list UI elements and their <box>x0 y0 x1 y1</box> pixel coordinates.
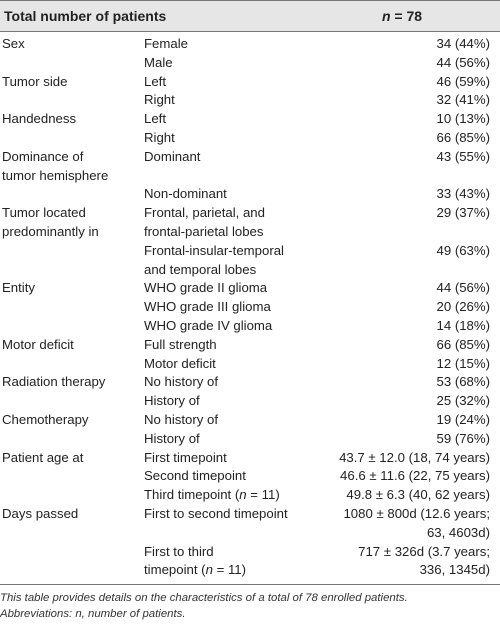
cell-line: No history of <box>144 374 219 390</box>
cell-line: Motor deficit <box>2 336 74 352</box>
row-category <box>0 54 144 73</box>
cell-line: 49 (63%) <box>436 242 490 258</box>
row-category <box>0 392 144 411</box>
table-row <box>0 373 500 392</box>
row-category <box>0 148 144 186</box>
cell-line: Frontal-insular-temporal <box>144 242 284 258</box>
cell-line: Entity <box>2 280 35 296</box>
cell-line: 32 (41%) <box>436 92 490 108</box>
table-header <box>0 0 500 32</box>
cell-line <box>2 467 144 486</box>
row-value <box>318 73 500 92</box>
table-footnote <box>0 585 500 622</box>
row-value <box>318 35 500 54</box>
row-subcategory <box>144 449 318 468</box>
row-subcategory <box>144 110 318 129</box>
cell-line <box>2 543 144 562</box>
cell-line <box>2 129 144 148</box>
cell-line: 46.6 ± 11.6 (22, 75 years) <box>340 468 490 484</box>
row-value <box>318 430 500 449</box>
cell-line: Left <box>144 73 166 89</box>
cell-line: 49.8 ± 6.3 (40, 62 years) <box>346 487 490 503</box>
row-subcategory <box>144 336 318 355</box>
row-value <box>318 129 500 148</box>
table-row <box>0 54 500 73</box>
row-value <box>318 373 500 392</box>
table-row <box>0 129 500 148</box>
row-subcategory <box>144 54 318 73</box>
row-category <box>0 185 144 204</box>
header-label: Total number of patients <box>4 8 167 24</box>
table-row <box>0 430 500 449</box>
cell-line: and temporal lobes <box>144 261 257 277</box>
cell-line: 10 (13%) <box>436 111 490 127</box>
row-value <box>318 185 500 204</box>
row-value <box>318 467 500 486</box>
table-row <box>0 336 500 355</box>
cell-line: History of <box>144 430 200 446</box>
cell-line: WHO grade IV glioma <box>144 317 273 333</box>
row-value <box>318 336 500 355</box>
cell-line <box>2 430 144 449</box>
row-category <box>0 467 144 486</box>
cell-line: Dominant <box>144 148 201 164</box>
cell-line <box>2 54 144 73</box>
table-row <box>0 91 500 110</box>
table-row <box>0 242 500 280</box>
cell-line <box>2 242 144 261</box>
row-category <box>0 373 144 392</box>
row-subcategory <box>144 392 318 411</box>
table-body <box>0 32 500 580</box>
cell-line: Tumor side <box>2 73 68 89</box>
cell-line: Male <box>144 54 173 70</box>
row-value <box>318 298 500 317</box>
row-category <box>0 505 144 543</box>
row-value <box>318 204 500 242</box>
cell-line: No history of <box>144 411 219 427</box>
table-row <box>0 355 500 374</box>
row-category <box>0 355 144 374</box>
row-value <box>318 54 500 73</box>
cell-line: 43 (55%) <box>436 148 490 164</box>
row-value <box>318 91 500 110</box>
row-subcategory <box>144 35 318 54</box>
row-category <box>0 110 144 129</box>
cell-line: 1080 ± 800d (12.6 years; <box>343 505 490 521</box>
cell-line: 44 (56%) <box>436 280 490 296</box>
cell-line: 336, 1345d) <box>419 562 490 578</box>
row-category <box>0 430 144 449</box>
table-row <box>0 298 500 317</box>
cell-line: First to second timepoint <box>144 505 288 521</box>
cell-line: Sex <box>2 36 25 51</box>
table-row <box>0 467 500 486</box>
row-subcategory <box>144 129 318 148</box>
row-category <box>0 91 144 110</box>
cell-line: Third timepoint (n = 11) <box>144 487 280 503</box>
cell-line <box>2 185 144 204</box>
cell-line: 43.7 ± 12.0 (18, 74 years) <box>339 449 490 465</box>
row-value <box>318 505 500 543</box>
row-value <box>318 317 500 336</box>
cell-line: 66 (85%) <box>436 129 490 145</box>
row-category <box>0 449 144 468</box>
cell-line <box>2 317 144 336</box>
row-category <box>0 411 144 430</box>
cell-line: 25 (32%) <box>436 393 490 409</box>
row-value <box>318 355 500 374</box>
row-subcategory <box>144 543 318 581</box>
cell-line: 14 (18%) <box>436 317 490 333</box>
row-subcategory <box>144 148 318 186</box>
cell-line: Dominance of <box>2 148 84 164</box>
table-row <box>0 279 500 298</box>
row-subcategory <box>144 411 318 430</box>
table-row <box>0 110 500 129</box>
table-row <box>0 543 500 581</box>
cell-line: Left <box>144 111 166 127</box>
cell-line: 44 (56%) <box>436 54 490 70</box>
table-row <box>0 411 500 430</box>
row-category <box>0 336 144 355</box>
row-subcategory <box>144 355 318 374</box>
cell-line: Chemotherapy <box>2 411 89 427</box>
cell-line: WHO grade III glioma <box>144 299 271 315</box>
cell-line: Handedness <box>2 111 77 127</box>
row-subcategory <box>144 73 318 92</box>
row-subcategory <box>144 430 318 449</box>
row-subcategory <box>144 505 318 543</box>
row-value <box>318 411 500 430</box>
cell-line: 33 (43%) <box>436 186 490 202</box>
cell-line: Right <box>144 92 175 108</box>
row-subcategory <box>144 185 318 204</box>
cell-line: frontal-parietal lobes <box>144 223 264 239</box>
row-subcategory <box>144 317 318 336</box>
row-category <box>0 73 144 92</box>
table-row <box>0 35 500 54</box>
cell-line <box>2 91 144 110</box>
cell-line <box>2 298 144 317</box>
row-category <box>0 35 144 54</box>
row-category <box>0 129 144 148</box>
cell-line <box>2 486 144 505</box>
cell-line: 717 ± 326d (3.7 years; <box>358 543 490 559</box>
cell-line: 63, 4603d) <box>426 524 490 540</box>
row-category <box>0 317 144 336</box>
row-value <box>318 148 500 186</box>
cell-line: Frontal, parietal, and <box>144 205 265 221</box>
header-count: n = 78 <box>381 8 423 24</box>
row-subcategory <box>144 486 318 505</box>
table-row <box>0 204 500 242</box>
cell-line: 46 (59%) <box>436 73 490 89</box>
cell-line: History of <box>144 393 200 409</box>
row-value <box>318 543 500 581</box>
row-value <box>318 392 500 411</box>
cell-line: Radiation therapy <box>2 374 106 390</box>
row-subcategory <box>144 467 318 486</box>
cell-line: predominantly in <box>2 223 99 239</box>
cell-line: Tumor located <box>2 205 86 221</box>
row-value <box>318 242 500 280</box>
row-subcategory <box>144 279 318 298</box>
row-value <box>318 279 500 298</box>
cell-line: Female <box>144 36 188 51</box>
cell-line: First timepoint <box>144 449 227 465</box>
table-row <box>0 148 500 186</box>
cell-line: Right <box>144 129 175 145</box>
cell-line: Patient age at <box>2 449 84 465</box>
cell-line: Days passed <box>2 505 79 521</box>
row-subcategory <box>144 373 318 392</box>
cell-line: WHO grade II glioma <box>144 280 268 296</box>
table-row <box>0 185 500 204</box>
cell-line: 12 (15%) <box>436 355 490 371</box>
row-category <box>0 204 144 242</box>
cell-line: tumor hemisphere <box>2 167 109 183</box>
row-category <box>0 279 144 298</box>
cell-line: 53 (68%) <box>436 374 490 390</box>
cell-line: 66 (85%) <box>436 336 490 352</box>
row-subcategory <box>144 298 318 317</box>
table-row <box>0 486 500 505</box>
row-value <box>318 449 500 468</box>
table-row <box>0 392 500 411</box>
cell-line: timepoint (n = 11) <box>144 562 247 578</box>
cell-line: 20 (26%) <box>436 299 490 315</box>
footnote-line-1: This table provides details on the characteristics of a total of 78 enrolled patients. <box>0 592 408 605</box>
cell-line: 34 (44%) <box>436 36 490 51</box>
row-category <box>0 242 144 280</box>
table-row <box>0 317 500 336</box>
cell-line: Non-dominant <box>144 186 227 202</box>
cell-line: First to third <box>144 543 214 559</box>
cell-line: 29 (37%) <box>436 205 490 221</box>
cell-line: Motor deficit <box>144 355 216 371</box>
table-row <box>0 449 500 468</box>
row-value <box>318 110 500 129</box>
row-category <box>0 486 144 505</box>
row-category <box>0 298 144 317</box>
cell-line: 19 (24%) <box>436 411 490 427</box>
row-category <box>0 543 144 581</box>
cell-line: Second timepoint <box>144 468 246 484</box>
cell-line <box>2 392 144 411</box>
row-subcategory <box>144 242 318 280</box>
footnote-line-2: Abbreviations: n, number of patients. <box>0 607 186 620</box>
cell-line: 59 (76%) <box>436 430 490 446</box>
row-subcategory <box>144 91 318 110</box>
table-row <box>0 505 500 543</box>
row-value <box>318 486 500 505</box>
cell-line: Full strength <box>144 336 217 352</box>
row-subcategory <box>144 204 318 242</box>
table-row <box>0 73 500 92</box>
cell-line <box>2 355 144 374</box>
